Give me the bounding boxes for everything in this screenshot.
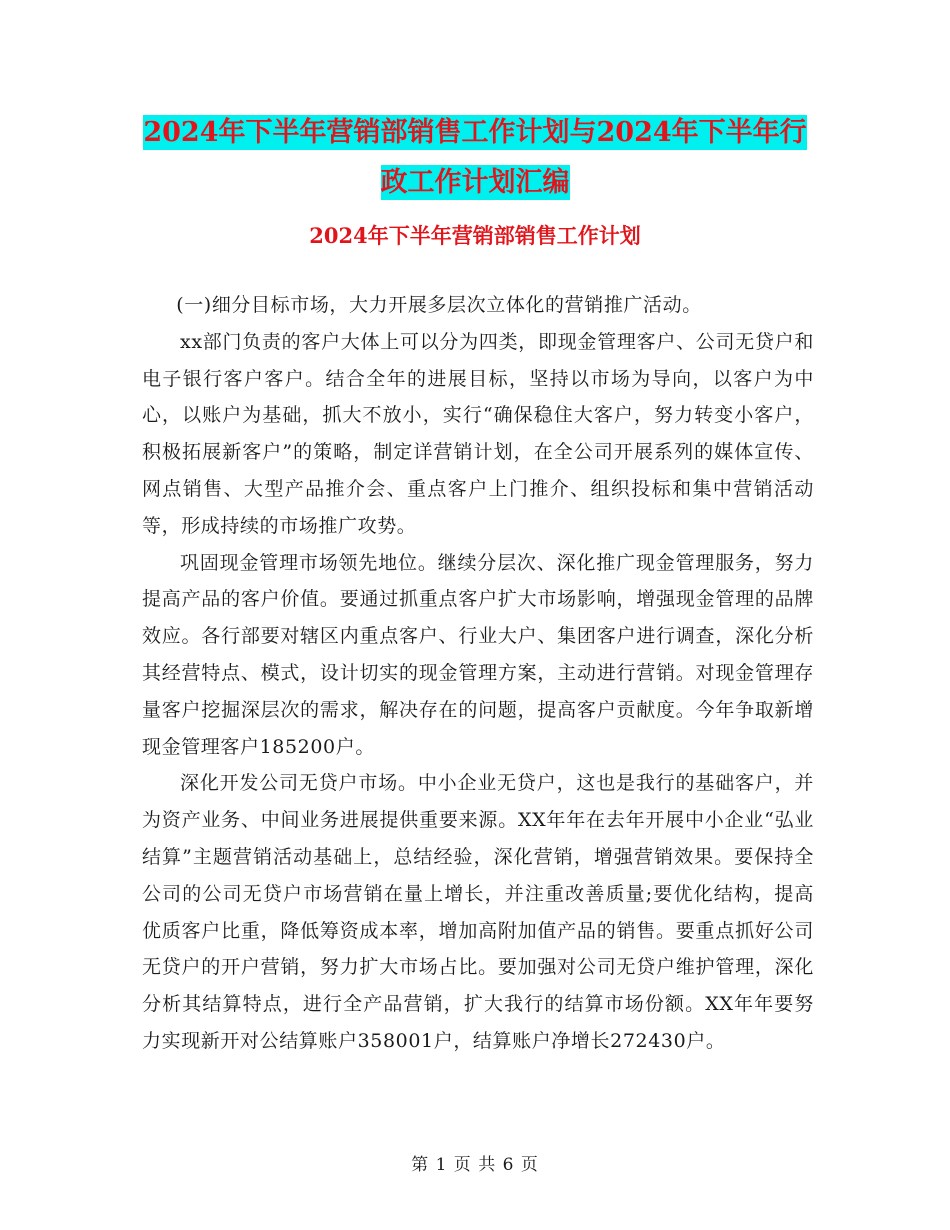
document-title-line-1: 2024年下半年营销部销售工作计划与2024年下半年行 [143, 117, 807, 148]
document-body [142, 287, 814, 1060]
page-footer: 第 1 页 共 6 页 [411, 1155, 539, 1175]
document-title-line-2: 政工作计划汇编 [380, 167, 570, 198]
paragraph: xx部门负责的客户大体上可以分为四类，即现金管理客户、公司无贷户和电子银行客户客户。结合全年的进展目标，坚持以市场为导向，以客户为中心，以账户为基础，抓大不放小，实行“确保稳住大客户，努力转变小客户，积极拓展新客户”的策略，制定详营销计划，在全公司开展系列的媒体宣传、网点销售、大型产品推介会、重点客户上门推介、组织投标和集中营销活动等，形成持续的市场推广攻势。 [142, 330, 814, 537]
section-title: 2024年下半年营销部销售工作计划 [309, 223, 641, 248]
paragraph: 巩固现金管理市场领先地位。继续分层次、深化推广现金管理服务，努力提高产品的客户价值。要通过抓重点客户扩大市场影响，增强现金管理的品牌效应。各行部要对辖区内重点客户、行业大户、集团客户进行调查，深化分析其经营特点、模式，设计切实的现金管理方案，主动进行营销。对现金管理存量客户挖掘深层次的需求，解决存在的问题，提高客户贡献度。今年争取新增现金管理客户185200户。 [142, 551, 814, 758]
paragraph-heading: (一)细分目标市场，大力开展多层次立体化的营销推广活动。 [176, 294, 702, 316]
paragraph: 深化开发公司无贷户市场。中小企业无贷户，这也是我行的基础客户，并为资产业务、中间业务进展提供重要来源。XX年年在去年开展中小企业“弘业结算”主题营销活动基础上，总结经验，深化营销，增强营销效果。要保持全公司的公司无贷户市场营销在量上增长，并注重改善质量;要优化结构，提高优质客户比重，降低筹资成本率，增加高附加值产品的销售。要重点抓好公司无贷户的开户营销，努力扩大市场占比。要加强对公司无贷户维护管理，深化分析其结算特点，进行全产品营销，扩大我行的结算市场份额。XX年年要努力实现新开对公结算账户358001户，结算账户净增长272430户。 [142, 772, 814, 1052]
document-title [0, 108, 950, 208]
